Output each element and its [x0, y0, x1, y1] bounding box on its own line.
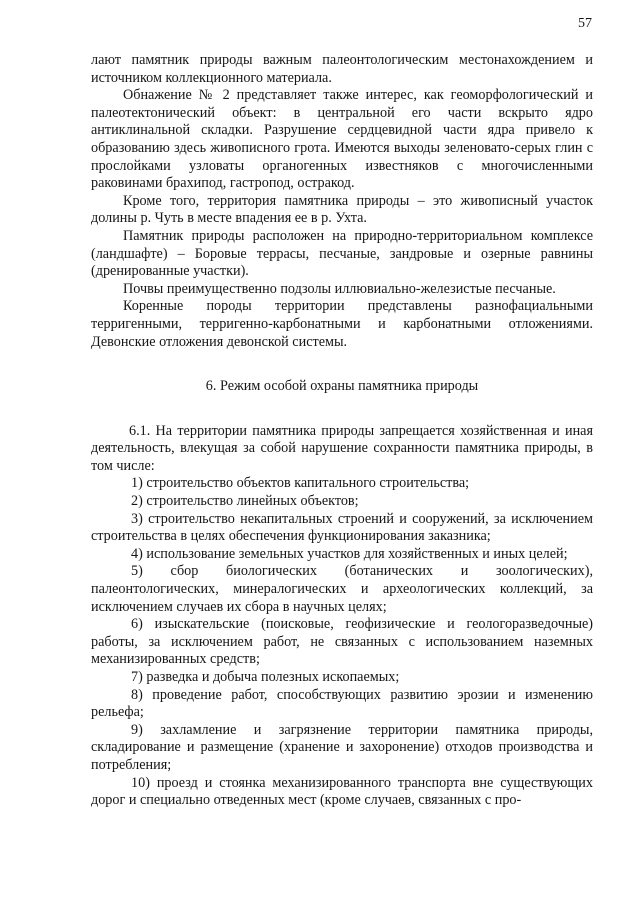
list-item: 9) захламление и загрязнение территории памятника природы, складирование и размещение (хранение и захоронение) отходов производства и потребления;	[91, 721, 593, 773]
list-item: 3) строительство некапитальных строений и сооружений, за исключением строительства в целях обеспечения функционирования заказника;	[91, 510, 593, 545]
list-item: 4) использование земельных участков для хозяйственных и иных целей;	[131, 545, 568, 562]
paragraph: Кроме того, территория памятника природы – это живописный участок долины р. Чуть в месте впадения ее в р. Ухта.	[91, 192, 593, 227]
paragraph: Памятник природы расположен на природно-территориальном комплексе (ландшафте) – Боровые террасы, песчаные, зандровые и озерные равнины (дренированные участки).	[91, 227, 593, 280]
page-number: 57	[578, 16, 592, 31]
list-item: 8) проведение работ, способствующих развитию эрозии и изменению рельефа;	[91, 686, 593, 721]
list-item: 2) строительство линейных объектов;	[131, 493, 359, 510]
paragraph: Коренные породы территории представлены разнофациальными терригенными, терригенно-карбонатными и карбонатными отложениями. Девонские отложения девонской системы.	[91, 298, 593, 350]
list-item: 1) строительство объектов капитального строительства;	[131, 475, 470, 492]
document-body	[91, 52, 593, 810]
list-item: 5) сбор биологических (ботанических и зоологических), палеонтологических, минералогических и археологических коллекций, за исключением случаев их сбора в научных целях;	[91, 563, 593, 615]
list-item: 10) проезд и стоянка механизированного транспорта вне существующих дорог и специально отведенных мест (кроме случаев, связанных с про-	[91, 774, 593, 809]
list-item: 7) разведка и добыча полезных ископаемых;	[131, 669, 400, 685]
paragraph: Почвы преимущественно подзолы иллювиально-железистые песчаные.	[123, 280, 556, 297]
subsection-intro: 6.1. На территории памятника природы запрещается хозяйственная и иная деятельность, влекущая за собой нарушение сохранности памятника природы, в том числе:	[91, 422, 593, 474]
list-item: 6) изыскательские (поисковые, геофизические и геологоразведочные) работы, за исключением работ, не связанных с использованием наземных механизированных средств;	[91, 616, 593, 668]
paragraph: Обнажение № 2 представляет также интерес, как геоморфологический и палеотектонический объект: в центральной его части вскрыто ядро антиклинальной складки. Разрушение сердцевидной части ядра привело к образованию здесь живописного грота. Имеются выходы зеленовато-серых глин с прослойками узловаты органогенных известняков с многочисленными раковинами брахипод, гастропод, остракод.	[91, 87, 593, 192]
paragraph: лают памятник природы важным палеонтологическим местонахождением и источником коллекционного материала.	[91, 52, 593, 86]
section-heading: 6. Режим особой охраны памятника природы	[205, 378, 479, 395]
